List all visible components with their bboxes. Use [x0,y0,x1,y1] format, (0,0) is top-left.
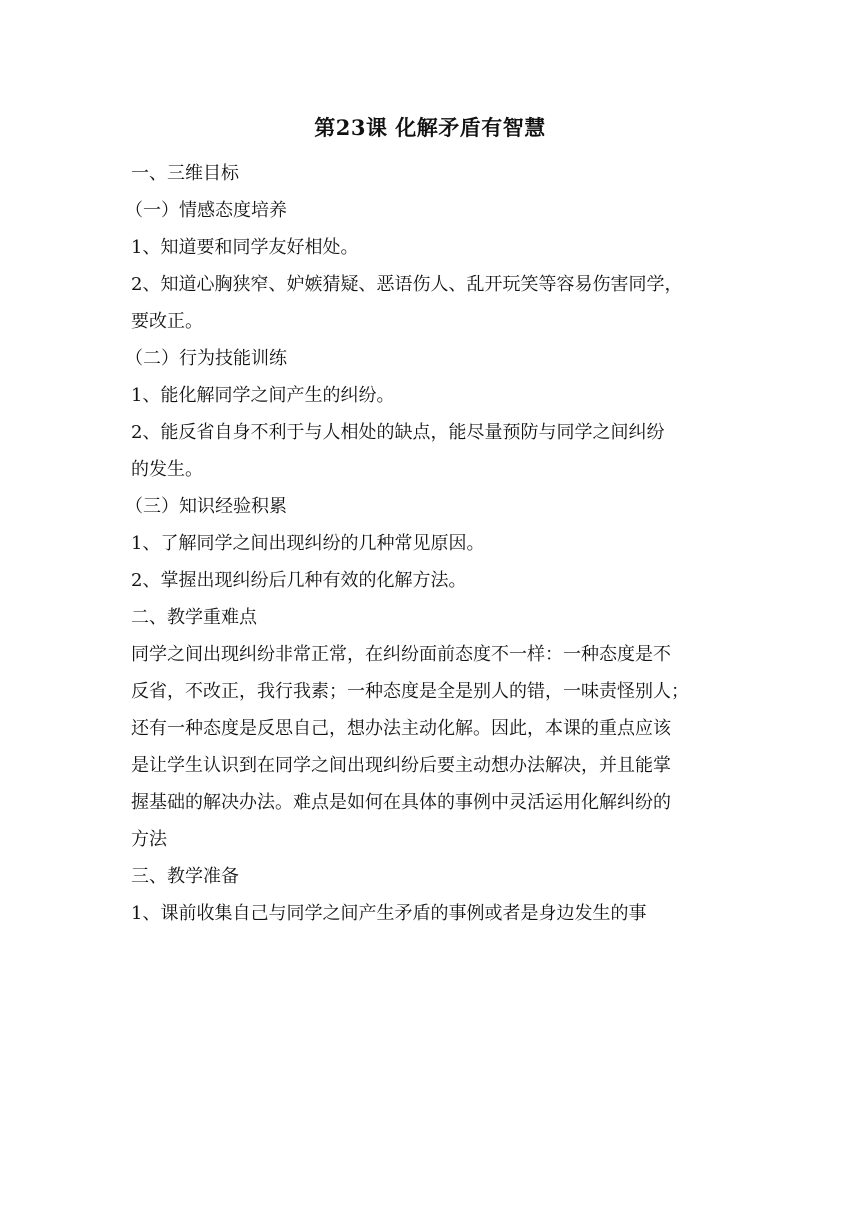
body-line: 还有一种态度是反思自己，想办法主动化解。因此，本课的重点应该 [131,718,671,739]
body-line: 1、知道要和同学友好相处。 [131,237,359,258]
body-line: 2、能反省自身不利于与人相处的缺点，能尽量预防与同学之间纠纷 [131,422,665,443]
body-line: 的发生。 [131,459,203,480]
body-line: 方法 [131,829,167,850]
body-line: 反省，不改正，我行我素；一种态度是全是别人的错，一味责怪别人； [131,681,689,702]
body-line: 要改正。 [131,311,203,332]
body-line: 1、了解同学之间出现纠纷的几种常见原因。 [131,533,485,554]
document-body [125,155,731,932]
body-line: 是让学生认识到在同学之间出现纠纷后要主动想办法解决，并且能掌 [131,755,671,776]
subsection-heading-knowledge: （三）知识经验积累 [125,496,287,517]
subsection-heading-skills: （二）行为技能训练 [125,348,287,369]
subsection-heading-emotion: （一）情感态度培养 [125,200,287,221]
body-line: 2、掌握出现纠纷后几种有效的化解方法。 [131,570,467,591]
body-line: 2、知道心胸狭窄、妒嫉猜疑、恶语伤人、乱开玩笑等容易伤害同学， [131,274,683,295]
section-heading-key-points: 二、教学重难点 [131,607,257,628]
section-heading-objectives: 一、三维目标 [131,163,239,184]
body-line: 握基础的解决办法。难点是如何在具体的事例中灵活运用化解纠纷的 [131,792,671,813]
body-line: 同学之间出现纠纷非常正常，在纠纷面前态度不一样：一种态度是不 [131,644,671,665]
page-title: 第23课 化解矛盾有智慧 [314,115,546,140]
section-heading-preparation: 三、教学准备 [131,866,239,887]
body-line: 1、能化解同学之间产生的纠纷。 [131,385,395,406]
body-line: 1、课前收集自己与同学之间产生矛盾的事例或者是身边发生的事 [131,903,647,924]
